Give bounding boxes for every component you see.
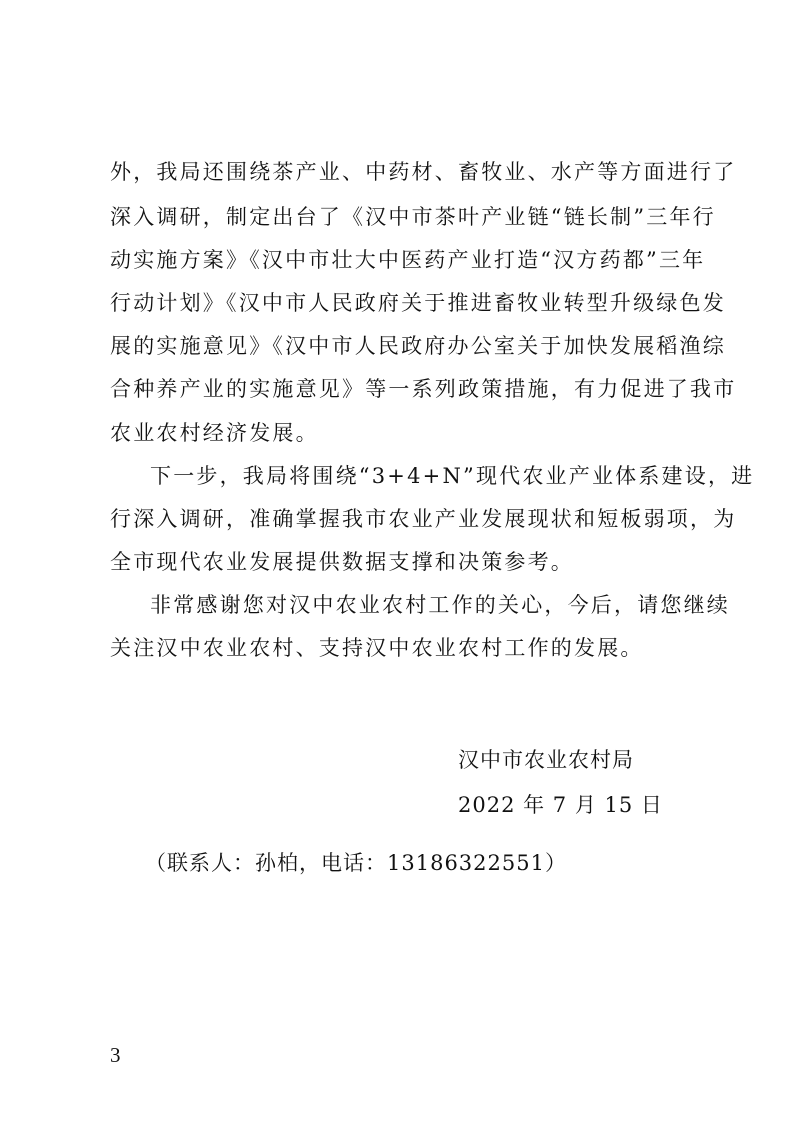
paragraph-1-line-5: 展的实施意见》《汉中市人民政府办公室关于加快发展稻渔综 xyxy=(110,334,726,358)
paragraph-2-line-1: 下一步，我局将围绕“3+4+N”现代农业产业体系建设，进 xyxy=(150,464,755,488)
signature-organization: 汉中市农业农村局 xyxy=(458,748,634,772)
signature-date: 2022 年 7 月 15 日 xyxy=(458,793,663,817)
paragraph-1-line-1: 外，我局还围绕茶产业、中药材、畜牧业、水产等方面进行了 xyxy=(110,160,737,184)
paragraph-3-line-1: 非常感谢您对汉中农业农村工作的关心，今后，请您继续 xyxy=(150,593,730,617)
paragraph-1-line-3: 动实施方案》《汉中市壮大中医药产业打造“汉方药都”三年 xyxy=(110,248,706,272)
page-number: 3 xyxy=(110,1043,121,1067)
paragraph-1-line-6: 合种养产业的实施意见》等一系列政策措施，有力促进了我市 xyxy=(110,377,737,401)
paragraph-1-line-2: 深入调研，制定出台了《汉中市茶叶产业链“链长制”三年行 xyxy=(110,205,716,229)
paragraph-3-line-2: 关注汉中农业农村、支持汉中农业农村工作的发展。 xyxy=(110,636,644,660)
paragraph-2-line-2: 行深入调研，准确掌握我市农业产业发展现状和短板弱项，为 xyxy=(110,507,737,531)
contact-info: （联系人：孙柏，电话：13186322551） xyxy=(145,851,567,875)
paragraph-1-line-4: 行动计划》《汉中市人民政府关于推进畜牧业转型升级绿色发 xyxy=(110,291,726,315)
paragraph-1-line-7: 农业农村经济发展。 xyxy=(110,421,319,445)
paragraph-2-line-3: 全市现代农业发展提供数据支撑和决策参考。 xyxy=(110,550,574,574)
